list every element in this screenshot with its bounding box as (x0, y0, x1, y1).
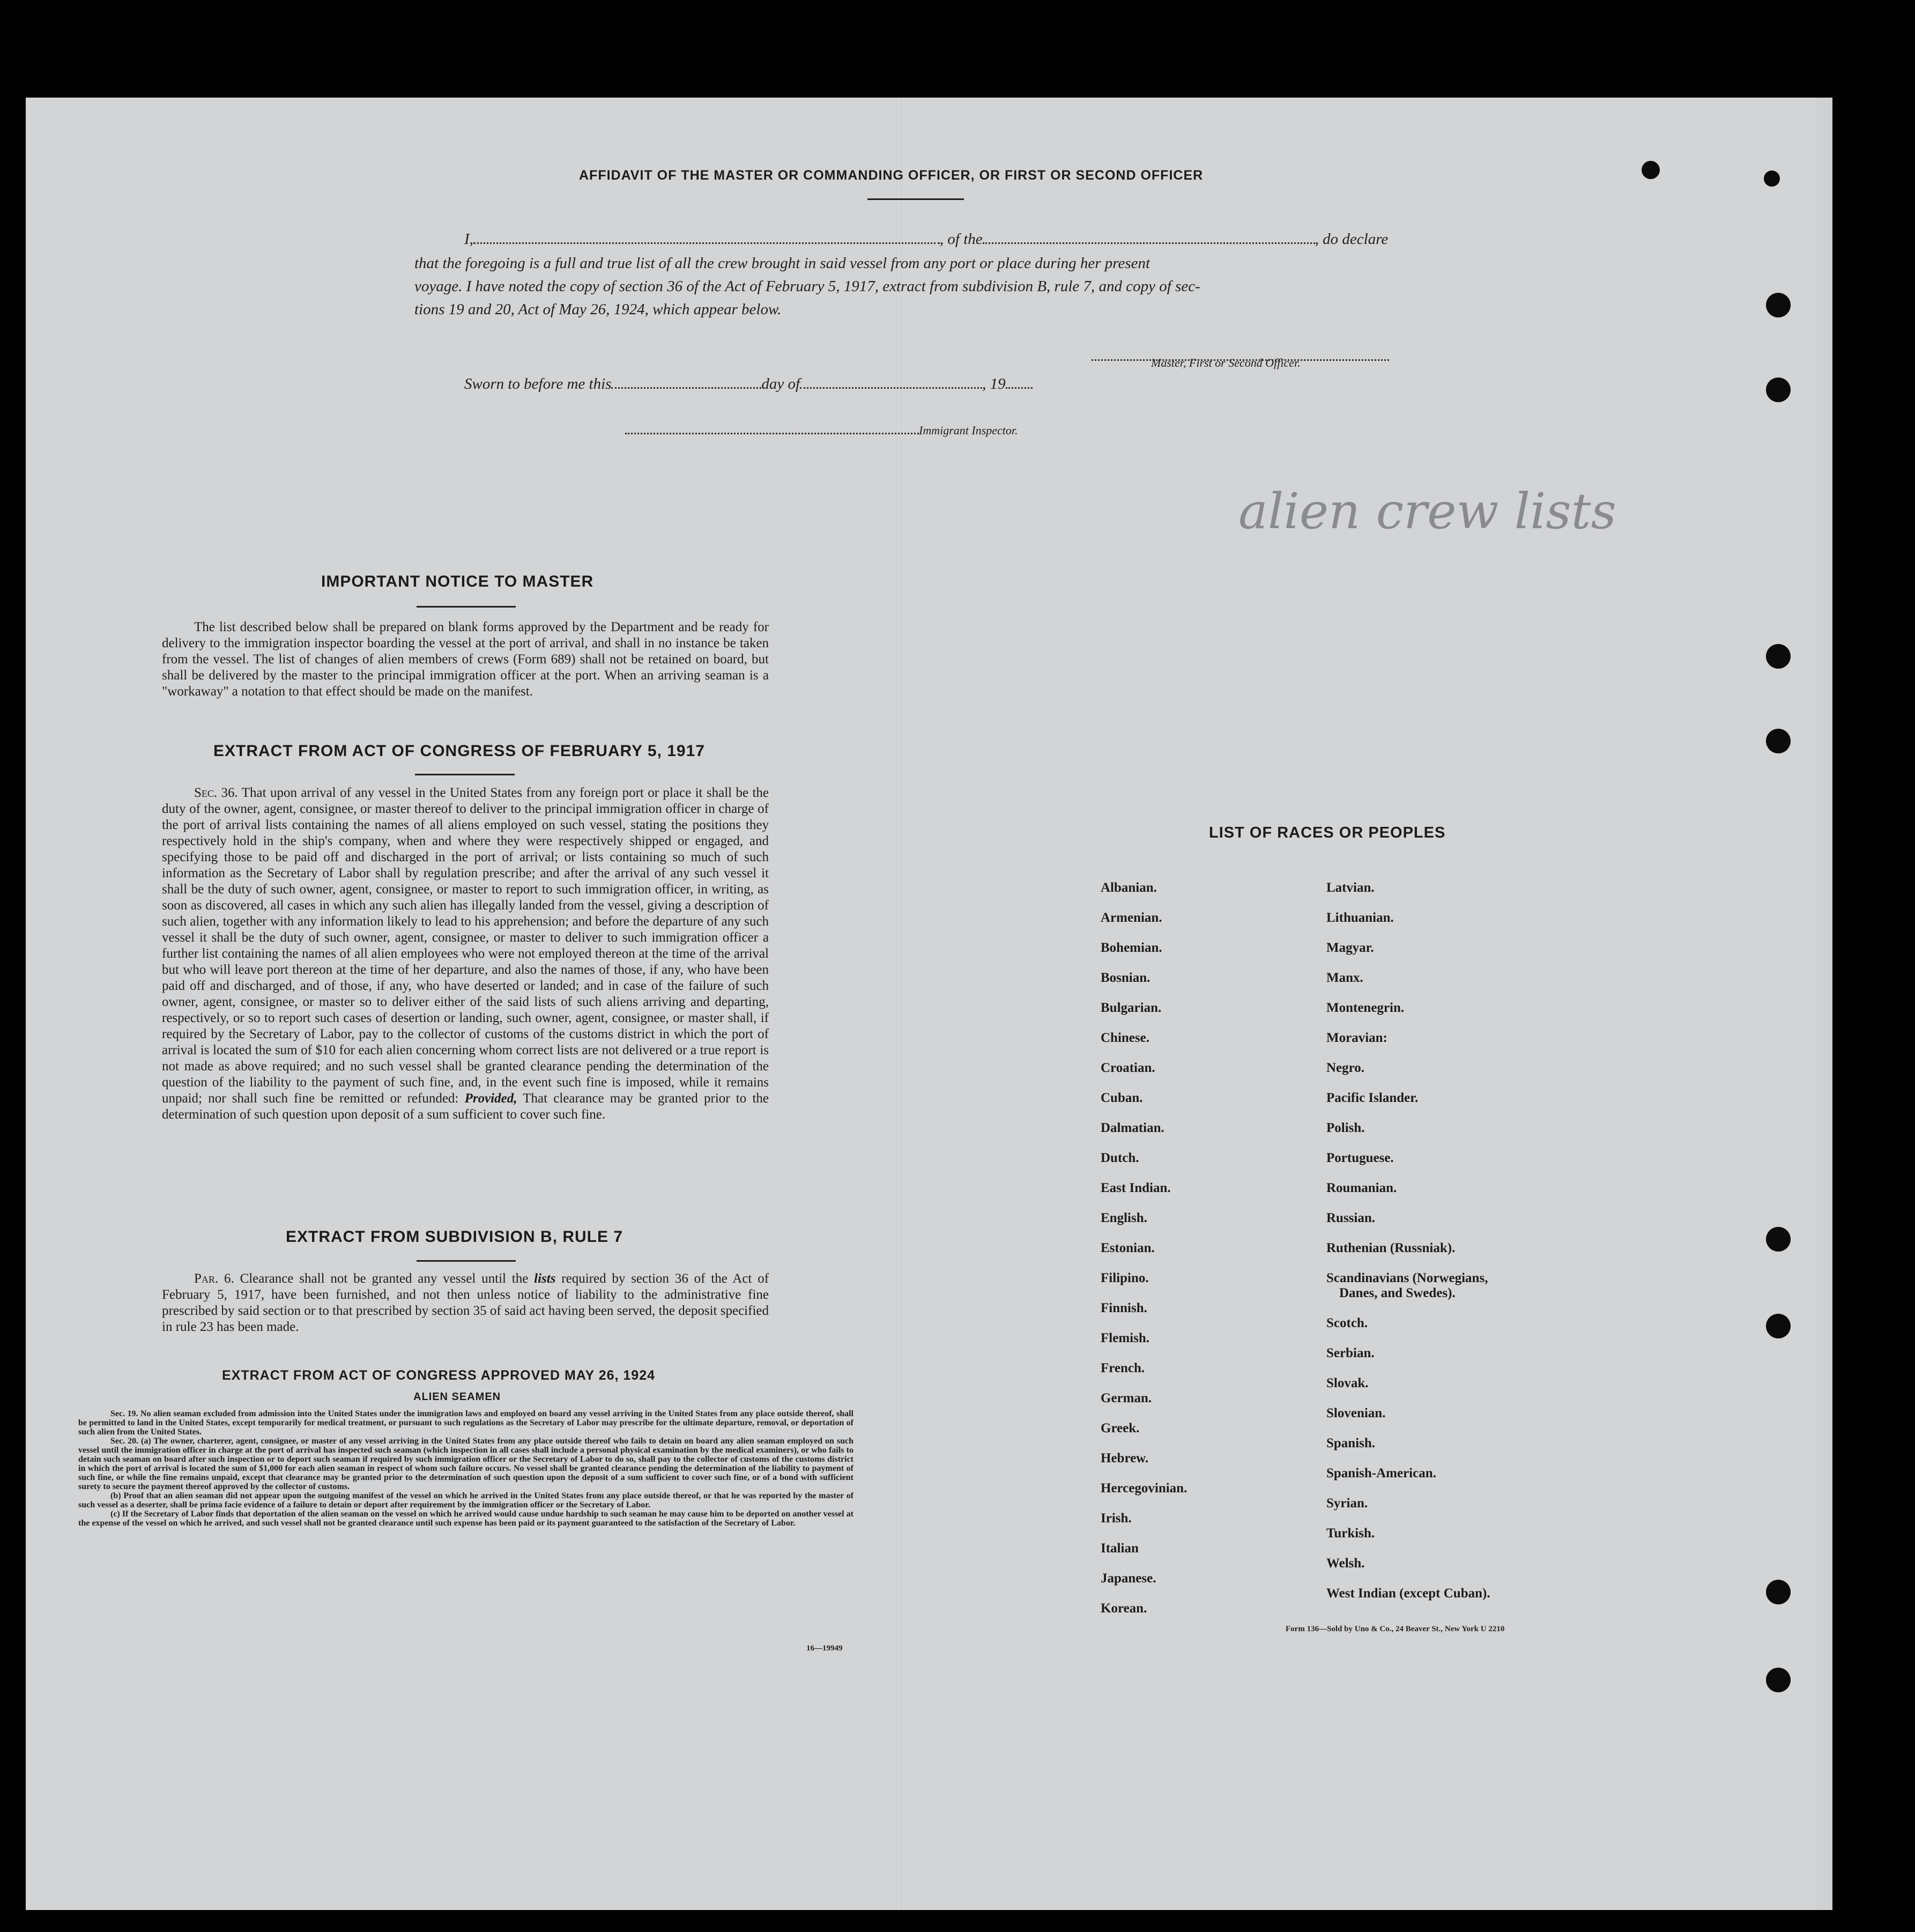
race-item: Scandinavians (Norwegians, (1326, 1271, 1488, 1285)
race-item: Russian. (1326, 1211, 1376, 1225)
race-item: Magyar. (1326, 941, 1374, 955)
race-item: Cuban. (1101, 1091, 1143, 1105)
rule7-text: Par. 6. Clearance shall not be granted any vessel until the lists required by section 36 of the Act of February 5, 1917, have been furnished, and not then unless notice of liability to the administrative fine prescribed by said section or to that prescribed by section 35 of said act having been served, the deposit specified in rule 23 has been made. (162, 1271, 769, 1334)
race-item: Italian (1101, 1541, 1139, 1556)
punch-hole (1766, 1580, 1791, 1604)
race-item: Hebrew. (1101, 1451, 1149, 1465)
title-rule (867, 198, 964, 200)
race-item: East Indian. (1101, 1181, 1171, 1195)
race-item: Roumanian. (1326, 1181, 1397, 1195)
race-item: Manx. (1326, 971, 1363, 985)
race-item: French. (1101, 1361, 1145, 1375)
race-item: Albanian. (1101, 880, 1157, 895)
race-item: Dalmatian. (1101, 1121, 1164, 1135)
affidavit-title: AFFIDAVIT OF THE MASTER OR COMMANDING OFFICER, OR FIRST OR SECOND OFFICER (579, 168, 1204, 183)
race-item: Flemish. (1101, 1331, 1149, 1345)
notice-title: IMPORTANT NOTICE TO MASTER (321, 573, 594, 590)
ink-blot (1642, 161, 1660, 179)
race-item: Hercegovinian. (1101, 1481, 1187, 1496)
day-of-label: day of (761, 375, 800, 393)
race-item: Polish. (1326, 1121, 1365, 1135)
race-item-continuation: Danes, and Swedes). (1339, 1286, 1456, 1300)
sworn-label: Sworn to before me this (464, 375, 612, 393)
inspector-line (625, 421, 1018, 438)
rule7-title: EXTRACT FROM SUBDIVISION B, RULE 7 (286, 1228, 624, 1246)
race-item: Finnish. (1101, 1301, 1147, 1315)
extract-1924-title: EXTRACT FROM ACT OF CONGRESS APPROVED MAY 26, 1924 (222, 1368, 656, 1383)
inspector-label: Immigrant Inspector. (919, 424, 1018, 437)
race-item: Pacific Islander. (1326, 1091, 1419, 1105)
do-declare-label: , do declare (1315, 231, 1389, 248)
race-item: Negro. (1326, 1061, 1365, 1075)
race-item: Filipino. (1101, 1271, 1149, 1285)
affidavit-line4: tions 19 and 20, Act of May 26, 1924, which appear below. (414, 301, 782, 318)
race-item: Turkish. (1326, 1526, 1375, 1541)
race-item: Dutch. (1101, 1151, 1139, 1165)
race-item: German. (1101, 1391, 1152, 1405)
extract-1917-text: Sec. 36. That upon arrival of any vessel in the United States from any foreign port or place it shall be the duty of the owner, agent, consignee, or master thereof to deliver to the principal immigration officer in charge of the port of arrival lists containing the names of all aliens employed on such vessel, stating the positions they respectively hold in the ship's company, when and where they were respectively shipped or engaged, and specifying those to be paid off and discharged in the port of arrival; or lists containing so much of such information as the Secretary of Labor shall by regulation prescribe; and after the arrival of any such vessel it shall be the duty of such owner, agent, consignee, or master to report to such immigration officer, in writing, as soon as discovered, all cases in which any such alien has illegally landed from the vessel, giving a description of such alien, together with any information likely to lead to his apprehension; and before the departure of any such vessel it shall be the duty of such owner, agent, consignee, or master to deliver to such immigration officer a further list containing the names of all alien employees who were not employed thereon at the time of the arrival but who will leave port thereon at the time of her departure, and also the names of those, if any, who have been paid off and discharged, and of those, if any, who have deserted or landed; and in case of the failure of such owner, agent, consignee, or master so to deliver either of the said lists of such aliens arriving and departing, respectively, or so to report such cases of desertion or landing, such owner, agent, consignee, or master shall, if required by the Secretary of Labor, pay to the collector of customs of the customs district in which the port of arrival is located the sum of $10 for each alien concerning whom correct lists are not delivered or a true report is not made as above required; and no such vessel shall be granted clearance pending the determination of the question of the liability to the payment of such fine, and, in the event such fine is imposed, while it remains unpaid; nor shall such fine be remitted or refunded: Provided, That clearance may be granted prior to the determination of such question upon deposit of a sum sufficient to cover such fine. (162, 786, 769, 1122)
race-item: Latvian. (1326, 880, 1375, 895)
race-item: Welsh. (1326, 1556, 1365, 1571)
race-item: Syrian. (1326, 1496, 1368, 1511)
race-item: Bulgarian. (1101, 1001, 1162, 1015)
form-number: 16—19949 (806, 1644, 843, 1653)
punch-hole (1766, 293, 1791, 317)
race-item: Korean. (1101, 1601, 1147, 1616)
punch-hole (1766, 1668, 1791, 1692)
notice-text: The list described below shall be prepared on blank forms approved by the Department and be ready for delivery to the immigration inspector boarding the vessel at the port of arrival, and shall in no instance be taken from the vessel. The list of changes of alien members of crews (Form 689) shall not be retained on board, but shall be delivered by the master to the principal immigration officer at the port. When an arriving seaman is a "workaway" a notation to that effect should be made on the manifest. (162, 620, 769, 699)
race-item: Serbian. (1326, 1346, 1375, 1360)
race-item: Slovak. (1326, 1376, 1369, 1390)
name-blank (473, 231, 940, 244)
punch-hole (1766, 377, 1791, 402)
printer-imprint: Form 136—Sold by Uno & Co., 24 Beaver St., New York U 2210 (1286, 1625, 1505, 1633)
races-right-column (1326, 873, 1490, 1609)
race-item: Moravian: (1326, 1031, 1387, 1045)
punch-hole (1766, 1314, 1791, 1338)
race-item: Lithuanian. (1326, 911, 1394, 925)
center-fold (897, 98, 900, 1910)
extract-1917-title: EXTRACT FROM ACT OF CONGRESS OF FEBRUARY 5, 1917 (213, 742, 705, 760)
punch-hole (1766, 644, 1791, 669)
race-item: English. (1101, 1211, 1147, 1225)
race-item: Bohemian. (1101, 941, 1162, 955)
race-item: Armenian. (1101, 911, 1162, 925)
race-item: Scotch. (1326, 1316, 1368, 1330)
race-item: Irish. (1101, 1511, 1132, 1526)
vessel-blank (983, 231, 1315, 244)
sworn-line (464, 375, 1033, 393)
ink-blot (1764, 171, 1780, 187)
master-signature-label: Master, First or Second Officer. (1151, 356, 1301, 369)
race-item: Slovenian. (1326, 1406, 1386, 1420)
of-the-label: , of the (939, 231, 983, 248)
punch-hole (1766, 729, 1791, 753)
affidavit-line2: that the foregoing is a full and true list of all the crew brought in said vessel from any port or place during her present (414, 255, 1151, 272)
race-item: Portuguese. (1326, 1151, 1394, 1165)
race-item: West Indian (except Cuban). (1326, 1586, 1490, 1601)
race-item: Spanish-American. (1326, 1466, 1436, 1481)
race-item: Montenegrin. (1326, 1001, 1405, 1015)
punch-hole (1766, 1227, 1791, 1252)
alien-seamen-subtitle: ALIEN SEAMEN (413, 1391, 501, 1403)
i-label: I, (464, 231, 473, 248)
affidavit-line1 (464, 231, 1388, 248)
race-item: Spanish. (1326, 1436, 1376, 1450)
race-item: Japanese. (1101, 1571, 1156, 1586)
year-label: , 19 (982, 375, 1006, 393)
race-item: Greek. (1101, 1421, 1140, 1435)
race-item: Bosnian. (1101, 971, 1151, 985)
affidavit-line3: voyage. I have noted the copy of section 36 of the Act of February 5, 1917, extract from subdivision B, rule 7, and copy of sec- (414, 278, 1200, 295)
races-title: LIST OF RACES OR PEOPLES (1209, 824, 1446, 841)
race-item: Chinese. (1101, 1031, 1149, 1045)
handwritten-note: alien crew lists (1238, 483, 1616, 540)
race-item: Estonian. (1101, 1241, 1155, 1255)
race-item: Croatian. (1101, 1061, 1155, 1075)
sheet-edge (1816, 98, 1832, 1910)
races-left-column (1101, 873, 1187, 1624)
extract-1924-text: Sec. 19. No alien seaman excluded from admission into the United States under the immigration laws and employed on board any vessel arriving in the United States from any place outside thereof, shall be permitted to land in the United States, except temporarily for medical treatment, or pursuant to such regulations as the Secretary of Labor may prescribe for the ultimate departure, removal, or deportation of such alien from the United States. Sec. 20. (a) The owner, charterer, agent, consignee, or master of any vessel arriving in the United States from any place outside thereof who fails to detain on board any alien seaman employed on such vessel until the immigration officer in charge at the port of arrival has inspected such seaman (which inspection in all cases shall include a personal physical examination by the medical examiners), or who fails to detain such seaman on board after such inspection or to deport such seaman if required by such immigration officer or the Secretary of Labor to do so, shall pay to the collector of customs of the customs district in which the port of arrival is located the sum of $1,000 for each alien seaman in respect of whom such failure occurs. No vessel shall be granted clearance pending the determination of the liability to payment of such fine, or while the fine remains unpaid, except that clearance may be granted prior to the determination of such question upon the deposit of a sum sufficient to cover such fine, or of a bond with sufficient surety to secure the payment thereof approved by the collector of customs. (b) Proof that an alien seaman did not appear upon the outgoing manifest of the vessel on which he arrived in the United States from any place outside thereof, or that he was reported by the master of such vessel as a deserter, shall be prima facie evidence of a failure to detain or deport after requirement by the immigration officer or the Secretary of Labor. (c) If the Secretary of Labor finds that deportation of the alien seaman on the vessel on which he arrived would cause undue hardship to such seaman he may cause him to be deported on another vessel at the expense of the vessel on which he arrived, and such vessel shall not be granted clearance until such expense has been paid or its payment guaranteed to the satisfaction of the Secretary of Labor. (78, 1409, 853, 1528)
race-item: Ruthenian (Russniak). (1326, 1241, 1456, 1255)
